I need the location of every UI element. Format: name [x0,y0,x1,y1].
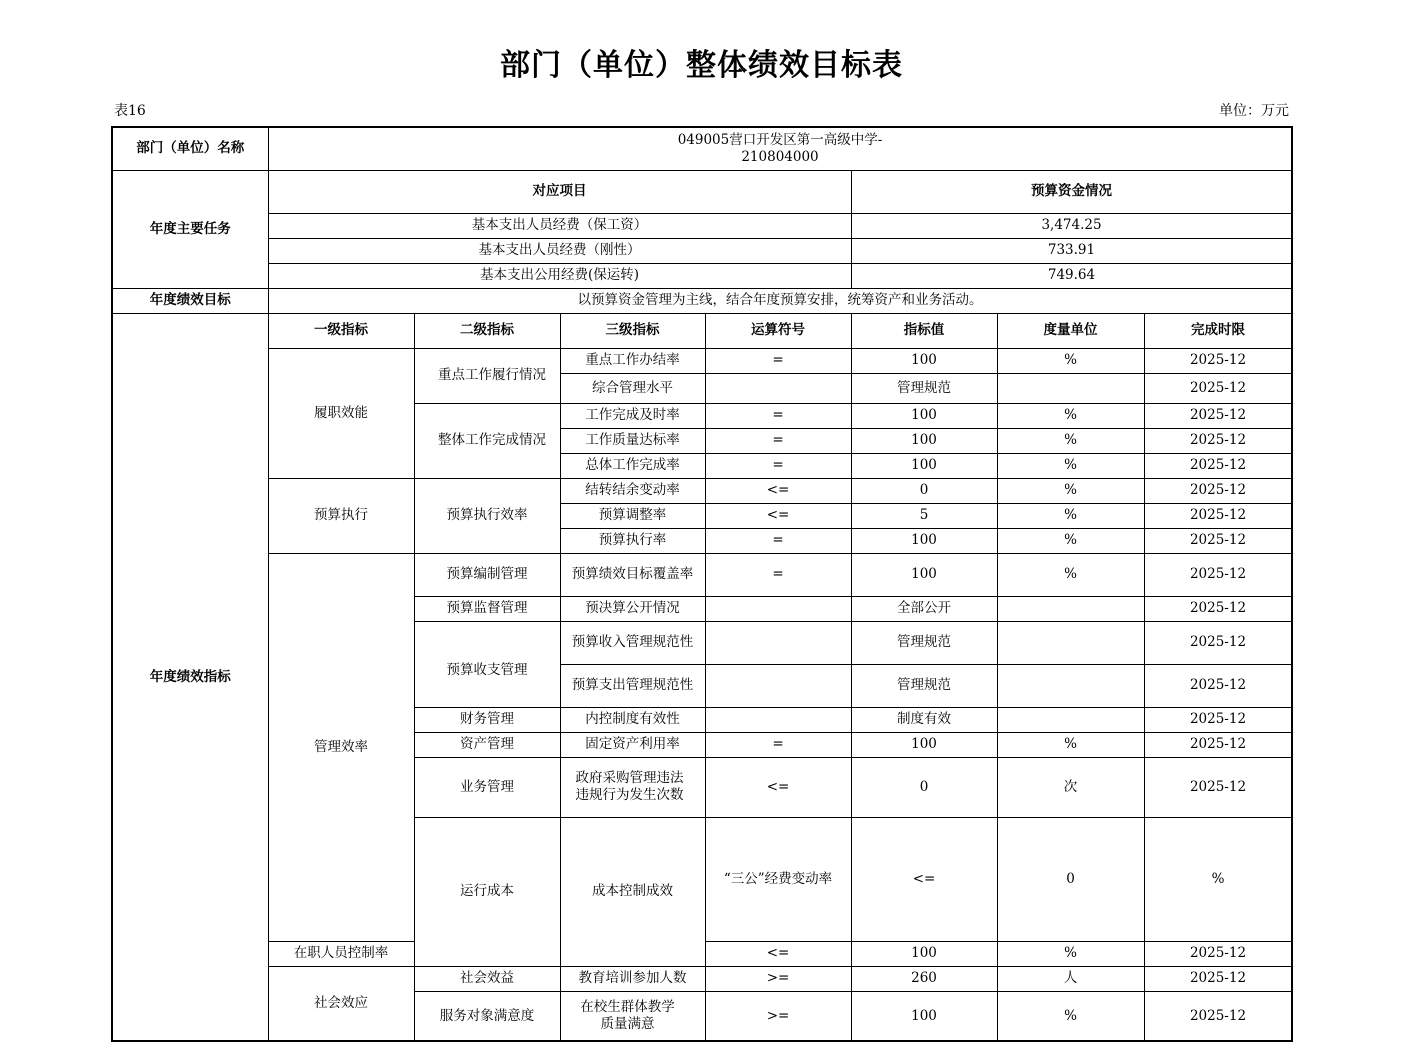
level3-cell: 总体工作完成率 [560,453,705,478]
unit-cell: % [997,348,1144,373]
deadline-cell: 2025-12 [1144,528,1292,553]
table-row [112,478,1292,503]
value-cell: 260 [851,966,997,991]
unit-cell: % [997,528,1144,553]
level1-cell: 社会效应 [268,966,414,1041]
unit-cell: % [997,732,1144,757]
indicator-header-row [112,313,1292,348]
task-budget-header: 预算资金情况 [851,170,1292,213]
operator-cell: = [705,403,851,428]
deadline-cell: 2025-12 [1144,941,1292,966]
unit-cell: 次 [997,757,1144,817]
operator-cell: >= [705,991,851,1041]
operator-cell: <= [705,941,851,966]
dept-label: 部门（单位）名称 [112,127,268,170]
value-cell: 0 [851,478,997,503]
level3-cell: 工作质量达标率 [560,428,705,453]
dept-value-line1: 049005营口开发区第一高级中学- [677,131,883,148]
level2-cell: 预算执行效率 [414,478,560,553]
operator-cell: <= [851,817,997,941]
unit-cell: % [997,991,1144,1041]
task-row [112,213,1292,238]
value-cell: 100 [851,348,997,373]
level3-cell: 在职人员控制率 [268,941,414,966]
deadline-cell: 2025-12 [1144,966,1292,991]
level3-cell: 预算绩效目标覆盖率 [560,553,705,596]
operator-cell: = [705,553,851,596]
operator-cell [705,707,851,732]
level3-cell: 预算调整率 [560,503,705,528]
unit-cell [997,373,1144,403]
task-header-row [112,170,1292,213]
level3-cell: 预算收入管理规范性 [560,621,705,664]
header-operator: 运算符号 [705,313,851,348]
header-deadline: 完成时限 [1144,313,1292,348]
level3-cell: 内控制度有效性 [560,707,705,732]
level1-cell: 运行成本 [414,817,560,966]
deadline-cell: 2025-12 [1144,453,1292,478]
value-cell: 管理规范 [851,373,997,403]
level1-cell: 预算执行 [268,478,414,553]
level3-cell: 预算支出管理规范性 [560,664,705,707]
indicator-section-label: 年度绩效指标 [112,313,268,1041]
deadline-cell: 2025-12 [1144,732,1292,757]
deadline-cell: 2025-12 [1144,596,1292,621]
level3-cell: 政府采购管理违法违规行为发生次数 [560,757,705,817]
operator-cell: = [705,453,851,478]
level3-cell: 预决算公开情况 [560,596,705,621]
operator-cell [705,664,851,707]
unit-cell [997,664,1144,707]
level3-cell: 结转结余变动率 [560,478,705,503]
header-level3: 三级指标 [560,313,705,348]
value-cell: 100 [851,428,997,453]
level3-cell: 在校生群体教学质量满意 [560,991,705,1041]
deadline-cell: 2025-12 [1144,707,1292,732]
dept-value [268,127,1292,170]
operator-cell: = [705,528,851,553]
task-item: 基本支出公用经费(保运转) [268,263,851,288]
unit-cell: % [997,553,1144,596]
level2-cell: 预算编制管理 [414,553,560,596]
task-amount: 3,474.25 [851,213,1292,238]
deadline-cell: 2025-12 [1144,664,1292,707]
header-value: 指标值 [851,313,997,348]
value-cell: 100 [851,403,997,428]
goal-row [112,288,1292,313]
level3-cell: “三公”经费变动率 [705,817,851,941]
operator-cell: <= [705,478,851,503]
value-cell: 0 [997,817,1144,941]
dept-value-line2: 210804000 [741,148,819,165]
level3-cell: 固定资产利用率 [560,732,705,757]
operator-cell: >= [705,966,851,991]
level2-cell: 预算监督管理 [414,596,560,621]
level2-cell: 社会效益 [414,966,560,991]
deadline-cell: 2025-12 [1144,503,1292,528]
level2-cell: 重点工作履行情况 [414,348,560,403]
goal-text: 以预算资金管理为主线，结合年度预算安排，统筹资产和业务活动。 [268,288,1292,313]
table-row [112,553,1292,596]
task-amount: 733.91 [851,238,1292,263]
deadline-cell: 2025-12 [1144,348,1292,373]
task-item: 基本支出人员经费（保工资） [268,213,851,238]
level3-cell: 教育培训参加人数 [560,966,705,991]
task-item: 基本支出人员经费（刚性） [268,238,851,263]
value-cell: 100 [851,732,997,757]
unit-cell: % [997,941,1144,966]
deadline-cell: 2025-12 [1144,403,1292,428]
value-cell: 0 [851,757,997,817]
performance-table [111,126,1293,1042]
unit-cell: % [997,403,1144,428]
value-cell: 100 [851,528,997,553]
value-cell: 100 [851,553,997,596]
level3-cell: 工作完成及时率 [560,403,705,428]
unit-cell [997,596,1144,621]
level1-cell: 管理效率 [268,553,414,941]
deadline-cell: 2025-12 [1144,478,1292,503]
level2-cell: 服务对象满意度 [414,991,560,1041]
task-row [112,263,1292,288]
table-row [112,966,1292,991]
level2-cell: 预算收支管理 [414,621,560,707]
deadline-cell: 2025-12 [1144,553,1292,596]
value-cell: 制度有效 [851,707,997,732]
task-row [112,238,1292,263]
unit-cell: % [997,428,1144,453]
operator-cell [705,596,851,621]
deadline-cell: 2025-12 [1144,757,1292,817]
task-item-header: 对应项目 [268,170,851,213]
deadline-cell: 2025-12 [1144,373,1292,403]
task-amount: 749.64 [851,263,1292,288]
unit-cell: 人 [997,966,1144,991]
value-cell: 管理规范 [851,664,997,707]
value-cell: 5 [851,503,997,528]
table-code: 表16 [114,103,146,119]
operator-cell [705,621,851,664]
level2-cell: 成本控制成效 [560,817,705,966]
value-cell: 100 [851,991,997,1041]
goal-label: 年度绩效目标 [112,288,268,313]
header-unit: 度量单位 [997,313,1144,348]
level1-cell: 履职效能 [268,348,414,478]
operator-cell: = [705,732,851,757]
deadline-cell: 2025-12 [1144,428,1292,453]
level2-cell: 资产管理 [414,732,560,757]
deadline-cell: 2025-12 [1144,991,1292,1041]
operator-cell: <= [705,757,851,817]
unit-cell [997,707,1144,732]
page-title: 部门（单位）整体绩效目标表 [500,48,903,83]
level3-cell: 综合管理水平 [560,373,705,403]
unit-cell: % [1144,817,1292,941]
operator-cell: <= [705,503,851,528]
unit-cell: % [997,478,1144,503]
table-row [112,348,1292,373]
unit-cell [997,621,1144,664]
level2-cell: 财务管理 [414,707,560,732]
value-cell: 100 [851,941,997,966]
operator-cell [705,373,851,403]
operator-cell: = [705,428,851,453]
header-level2: 二级指标 [414,313,560,348]
value-cell: 管理规范 [851,621,997,664]
unit-cell: % [997,503,1144,528]
dept-row [112,127,1292,170]
level3-cell: 预算执行率 [560,528,705,553]
task-section-label: 年度主要任务 [112,170,268,288]
level2-cell: 业务管理 [414,757,560,817]
unit-label: 单位：万元 [1219,103,1289,119]
operator-cell: = [705,348,851,373]
deadline-cell: 2025-12 [1144,621,1292,664]
header-level1: 一级指标 [268,313,414,348]
level2-cell: 整体工作完成情况 [414,403,560,478]
value-cell: 全部公开 [851,596,997,621]
level3-cell: 重点工作办结率 [560,348,705,373]
value-cell: 100 [851,453,997,478]
unit-cell: % [997,453,1144,478]
